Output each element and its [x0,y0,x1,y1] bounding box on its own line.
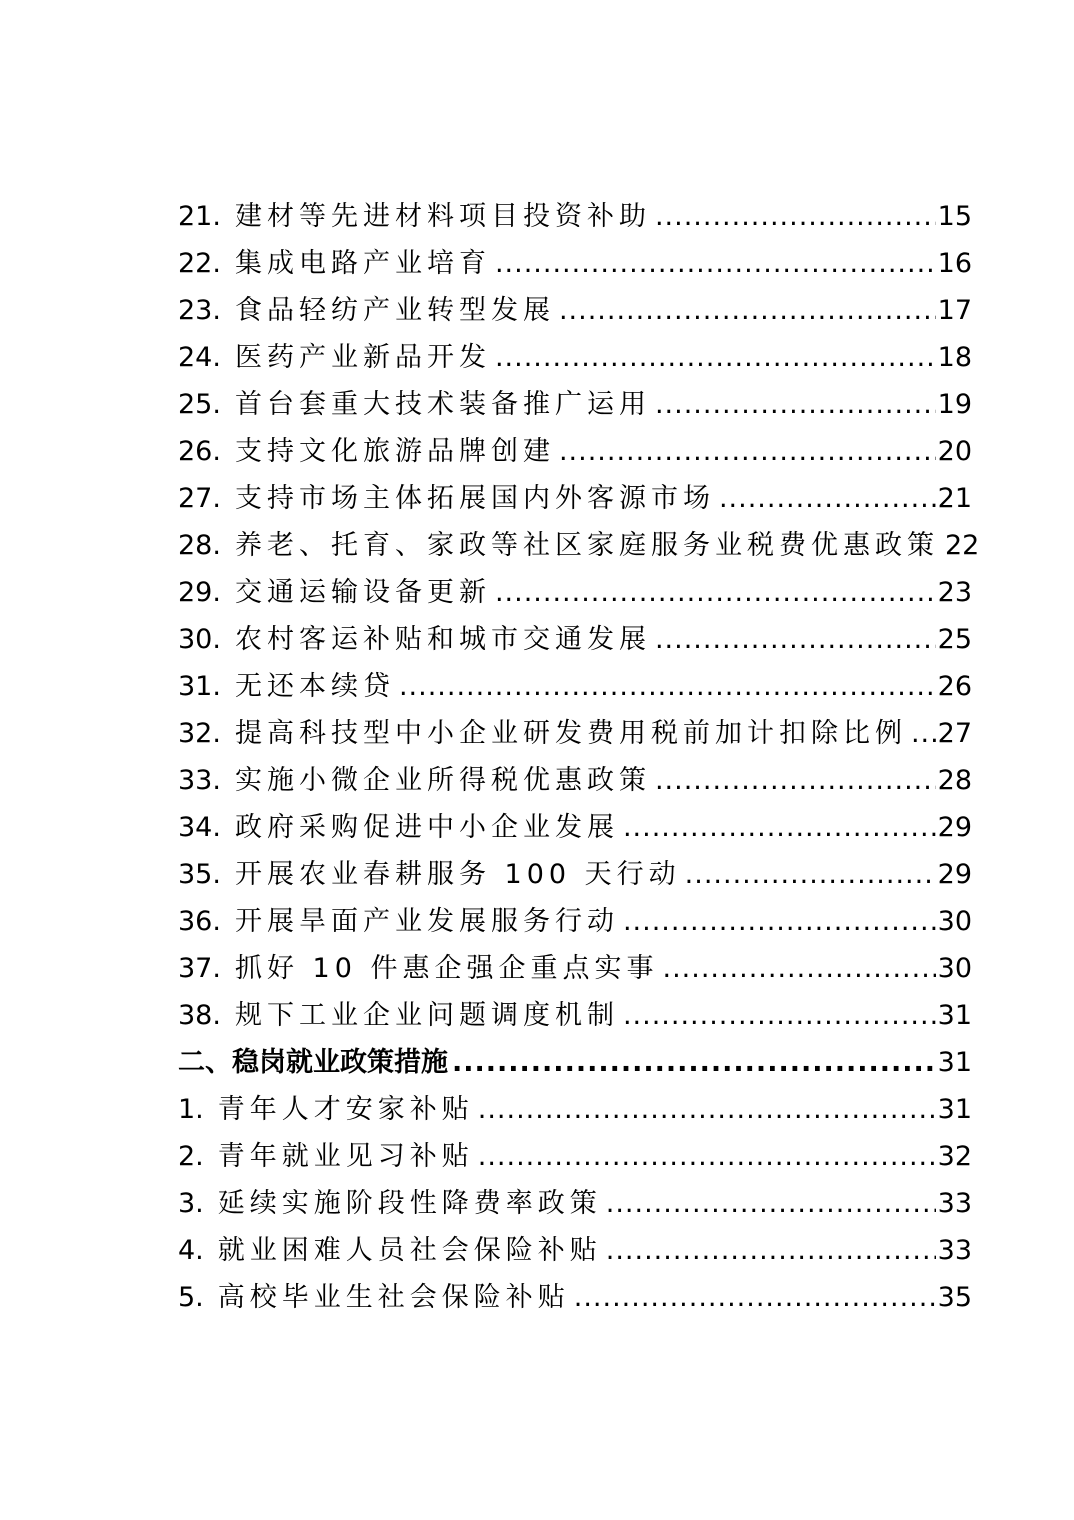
dot-leader [911,710,936,757]
toc-section-title: 二、稳岗就业政策措施 [178,1047,448,1078]
toc-entry-title: 就业困难人员社会保险补贴 [217,1235,602,1266]
dot-leader [559,287,936,334]
toc-entry-30[interactable] [178,616,972,663]
toc-entry-21[interactable] [178,193,972,240]
toc-entry-number: 21. [178,201,221,232]
toc-entry-23[interactable] [178,287,972,334]
toc-entry-title: 农村客运补贴和城市交通发展 [234,624,651,655]
toc-entry-title: 青年就业见习补贴 [217,1141,474,1172]
toc-entry-page: 19 [937,389,972,420]
dot-leader [623,992,936,1039]
toc-entry-page: 33 [937,1188,972,1219]
toc-entry-title: 实施小微企业所得税优惠政策 [234,765,651,796]
toc-entry-38[interactable] [178,992,972,1039]
toc-entry-24[interactable] [178,334,972,381]
toc-entry-page: 23 [937,577,972,608]
toc-entry-page: 31 [937,1094,972,1125]
toc-entry-number: 2. [178,1141,204,1172]
dot-leader [478,1133,936,1180]
toc-entry-number: 25. [178,389,221,420]
dot-leader [495,334,936,381]
toc-entry-page: 29 [937,859,972,890]
toc-entry-37[interactable] [178,945,972,992]
toc-entry-number: 5. [178,1282,204,1313]
dot-leader [559,428,936,475]
toc-section-heading[interactable] [178,1039,972,1086]
toc-entry-page: 30 [937,953,972,984]
toc-entry-title: 开展旱面产业发展服务行动 [234,906,619,937]
toc-entry-page: 22 [944,530,980,561]
toc-entry-title: 高校毕业生社会保险补贴 [217,1282,570,1313]
toc-entry-4[interactable] [178,1227,972,1274]
toc-entry-page: 26 [937,671,972,702]
toc-entry-title: 延续实施阶段性降费率政策 [217,1188,602,1219]
toc-entry-33[interactable] [178,757,972,804]
dot-leader [574,1274,936,1321]
toc-entry-27[interactable] [178,475,972,522]
toc-entry-29[interactable] [178,569,972,616]
toc-entry-page: 20 [937,436,972,467]
dot-leader [655,193,936,240]
toc-entry-25[interactable] [178,381,972,428]
dot-leader [606,1180,936,1227]
toc-entry-page: 25 [937,624,972,655]
toc-entry-page: 31 [937,1047,972,1078]
toc-entry-22[interactable] [178,240,972,287]
toc-entry-title: 支持市场主体拓展国内外客源市场 [234,483,715,514]
toc-entry-number: 24. [178,342,221,373]
toc-entry-32[interactable] [178,710,972,757]
toc-entry-page: 31 [937,1000,972,1031]
toc-entry-2[interactable] [178,1133,972,1180]
toc-entry-page: 21 [937,483,972,514]
toc-entry-number: 23. [178,295,221,326]
toc-entry-35[interactable] [178,851,972,898]
dot-leader [623,898,936,945]
toc-entry-3[interactable] [178,1180,972,1227]
dot-leader [495,569,936,616]
toc-entry-title: 抓好 10 件惠企强企重点实事 [234,953,659,984]
dot-leader [655,757,936,804]
dot-leader [655,381,936,428]
toc-entry-number: 35. [178,859,221,890]
toc-entry-page: 29 [937,812,972,843]
toc-entry-title: 提高科技型中小企业研发费用税前加计扣除比例 [234,718,907,749]
toc-entry-page: 18 [937,342,972,373]
toc-entry-number: 4. [178,1235,204,1266]
toc-entry-page: 30 [937,906,972,937]
toc-entry-title: 医药产业新品开发 [234,342,491,373]
toc-entry-title: 首台套重大技术装备推广运用 [234,389,651,420]
toc-entry-title: 建材等先进材料项目投资补助 [234,201,651,232]
toc-entry-number: 32. [178,718,221,749]
toc-entry-number: 30. [178,624,221,655]
toc-entry-number: 1. [178,1094,204,1125]
toc-entry-28[interactable] [178,522,980,569]
dot-leader [478,1086,936,1133]
dot-leader [623,804,936,851]
toc-entry-36[interactable] [178,898,972,945]
toc-entry-number: 29. [178,577,221,608]
toc-entry-5[interactable] [178,1274,972,1321]
toc-entry-title: 支持文化旅游品牌创建 [234,436,555,467]
toc-entry-page: 33 [937,1235,972,1266]
dot-leader [719,475,936,522]
toc-entry-title: 政府采购促进中小企业发展 [234,812,619,843]
toc-entry-page: 35 [937,1282,972,1313]
dot-leader [655,616,936,663]
toc-entry-title: 集成电路产业培育 [234,248,491,279]
toc-entry-34[interactable] [178,804,972,851]
toc-entry-page: 16 [937,248,972,279]
toc-entry-number: 3. [178,1188,204,1219]
toc-entry-number: 28. [178,530,221,561]
toc-entry-title: 规下工业企业问题调度机制 [234,1000,619,1031]
toc-entry-page: 28 [937,765,972,796]
toc-entry-title: 养老、托育、家政等社区家庭服务业税费优惠政策 [234,530,939,561]
dot-leader [399,663,936,710]
dot-leader [685,851,936,898]
toc-entry-page: 27 [937,718,972,749]
toc-entry-number: 36. [178,906,221,937]
toc-entry-number: 33. [178,765,221,796]
toc-entry-title: 食品轻纺产业转型发展 [234,295,555,326]
dot-leader [495,240,936,287]
toc-entry-number: 22. [178,248,221,279]
dot-leader [662,945,935,992]
toc-entry-page: 32 [937,1141,972,1172]
toc-entry-title: 无还本续贷 [234,671,395,702]
toc-entry-page: 17 [937,295,972,326]
toc-entry-26[interactable] [178,428,972,475]
toc-entry-title: 青年人才安家补贴 [217,1094,474,1125]
table-of-contents [178,193,980,1321]
toc-entry-number: 27. [178,483,221,514]
toc-entry-number: 26. [178,436,221,467]
toc-entry-number: 34. [178,812,221,843]
toc-entry-number: 38. [178,1000,221,1031]
toc-entry-1[interactable] [178,1086,972,1133]
toc-entry-page: 15 [937,201,972,232]
toc-entry-31[interactable] [178,663,972,710]
dot-leader [452,1039,936,1086]
toc-entry-number: 31. [178,671,221,702]
toc-entry-title: 交通运输设备更新 [234,577,491,608]
dot-leader [606,1227,936,1274]
toc-entry-title: 开展农业春耕服务 100 天行动 [234,859,681,890]
toc-entry-number: 37. [178,953,221,984]
